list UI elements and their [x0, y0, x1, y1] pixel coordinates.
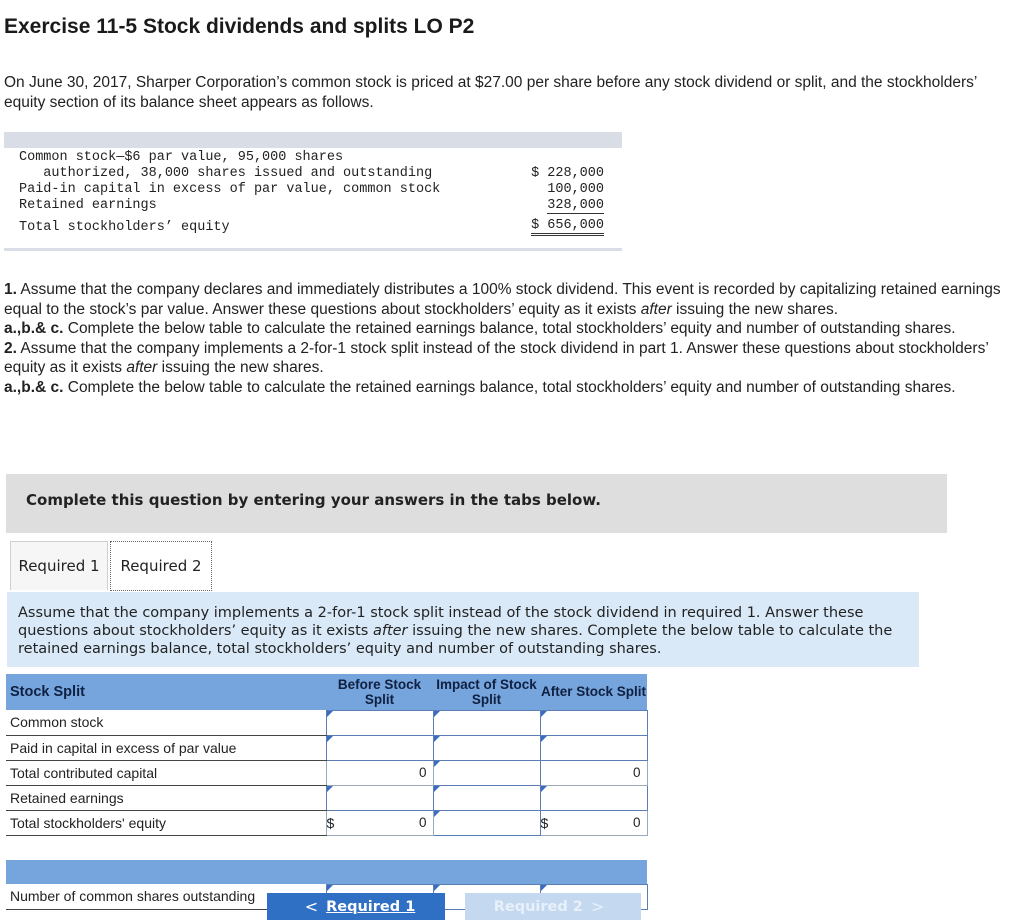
balance-sheet-top-bar	[4, 132, 622, 148]
input-paid-in-after[interactable]	[540, 735, 647, 760]
chevron-right-icon: >	[590, 897, 605, 916]
page-title: Exercise 11-5 Stock dividends and splits LO P2	[4, 15, 475, 38]
table-spacer-row	[6, 835, 647, 860]
table-row	[6, 735, 647, 760]
table-row	[6, 785, 647, 810]
col-before-split: Before Stock Split	[326, 674, 433, 710]
row-label-common-stock: Common stock	[6, 710, 326, 735]
col-after-split: After Stock Split	[540, 674, 647, 710]
table-row	[6, 710, 647, 735]
bs-amount-paid-in-capital: 100,000	[547, 182, 604, 197]
instruction-box	[6, 474, 947, 533]
table-header-row	[6, 674, 647, 710]
value-total-equity-after: $ 0	[540, 810, 647, 835]
panel-text: Assume that the company implements a 2-for-1 stock split instead of the stock dividend in required 1. Answer these questions about stockholders’ equity as it exists after issuing the new shares. Complete the below table to calculate the retained earnings balance, total stockholders’ equity and number of outstanding shares.	[18, 605, 893, 657]
question-2: 2. Assume that the company implements a 2-for-1 stock split instead of the stock dividend in part 1. Answer these questions about stockholders’ equity as it exists after issuing the new shares.	[4, 339, 989, 376]
input-paid-in-before[interactable]	[326, 735, 433, 760]
tab-required-1[interactable]: Required 1	[10, 541, 108, 590]
question-1-abc: a.,b.& c. Complete the below table to calculate the retained earnings balance, total stockholders’ equity and number of outstanding shares.	[4, 320, 956, 337]
questions	[4, 280, 1004, 397]
table-title: Stock Split	[6, 674, 326, 710]
bs-line-total-equity: Total stockholders’ equity	[19, 220, 230, 235]
bs-line-retained-earnings: Retained earnings	[19, 198, 157, 213]
input-paid-in-impact[interactable]	[433, 735, 540, 760]
instruction-text: Complete this question by entering your answers in the tabs below.	[26, 491, 601, 509]
tab-required-2[interactable]: Required 2	[110, 541, 212, 591]
row-label-retained-earnings: Retained earnings	[6, 785, 326, 810]
stock-split-table	[6, 674, 648, 910]
next-button-label: Required 2	[493, 898, 583, 915]
row-label-shares-outstanding: Number of common shares outstanding	[6, 884, 326, 909]
row-label-paid-in-capital: Paid in capital in excess of par value	[6, 735, 326, 760]
question-2-abc: a.,b.& c. Complete the below table to calculate the retained earnings balance, total stockholders’ equity and number of outstanding shares.	[4, 378, 956, 396]
input-retained-before[interactable]	[326, 785, 433, 810]
col-impact-split: Impact of Stock Split	[433, 674, 540, 710]
intro-text: On June 30, 2017, Sharper Corporation’s common stock is priced at $27.00 per share before any stock dividend or split, and the stockholders’ equity section of its balance sheet appears as follows.	[4, 74, 977, 111]
bs-line-common-stock: Common stock—$6 par value, 95,000 shares	[19, 150, 344, 165]
chevron-left-icon: <	[304, 897, 319, 916]
table-row	[6, 760, 647, 785]
bs-amount-retained-earnings: 328,000	[547, 198, 604, 213]
row-label-total-equity: Total stockholders' equity	[6, 810, 326, 835]
previous-button-label: Required 1	[326, 898, 416, 915]
input-common-stock-impact[interactable]	[433, 710, 540, 735]
input-total-equity-impact[interactable]	[433, 810, 540, 835]
value-total-contributed-after: 0	[540, 760, 647, 785]
next-button[interactable]	[465, 893, 641, 920]
question-1: 1. Assume that the company declares and immediately distributes a 100% stock dividend. This event is recorded by capitalizing retained earnings equal to the stock’s par value. Answer these questions about stockholders’ equity as it exists after issuing the new shares.	[4, 281, 1001, 318]
bs-amount-total-equity: $ 656,000	[531, 218, 604, 236]
instruction-panel	[7, 592, 919, 667]
input-retained-impact[interactable]	[433, 785, 540, 810]
input-total-contributed-impact[interactable]	[433, 760, 540, 785]
table-separator-row	[6, 860, 647, 885]
row-label-total-contributed: Total contributed capital	[6, 760, 326, 785]
input-common-stock-after[interactable]	[540, 710, 647, 735]
separator-bar	[6, 860, 647, 885]
balance-sheet-bottom-bar	[4, 248, 622, 251]
table-row	[6, 810, 647, 835]
balance-sheet	[4, 132, 622, 250]
previous-button[interactable]	[267, 893, 445, 920]
value-total-equity-before: $ 0	[326, 810, 433, 835]
input-common-stock-before[interactable]	[326, 710, 433, 735]
bs-line-authorized: authorized, 38,000 shares issued and outstanding	[19, 166, 433, 181]
bs-line-paid-in-capital: Paid-in capital in excess of par value, common stock	[19, 182, 441, 197]
bs-amount-common-stock: $ 228,000	[531, 166, 604, 181]
value-total-contributed-before: 0	[326, 760, 433, 785]
input-retained-after[interactable]	[540, 785, 647, 810]
